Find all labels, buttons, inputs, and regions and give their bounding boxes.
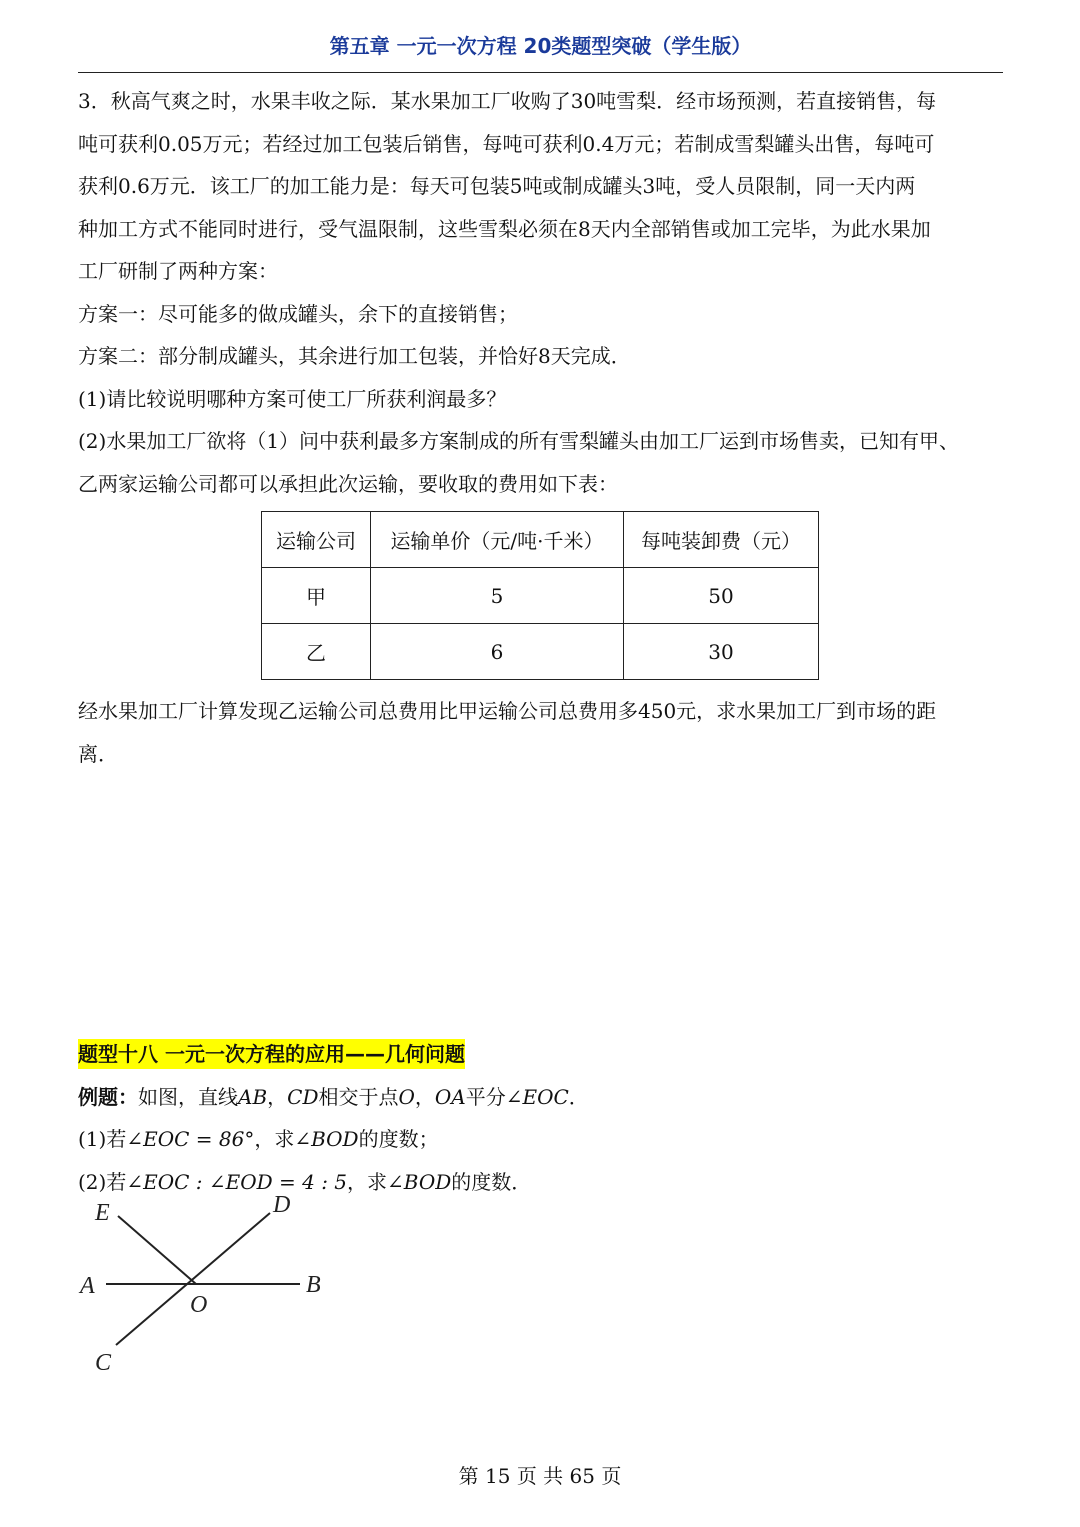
question-text: (1)若	[78, 1127, 127, 1151]
section-title: 题型十八 一元一次方程的应用——几何问题	[78, 1039, 465, 1069]
problem-line: 种加工方式不能同时进行，受气温限制，这些雪梨必须在8天内全部销售或加工完毕，为此水果加	[78, 216, 931, 241]
table-cell: 乙	[262, 624, 371, 680]
example-statement	[78, 1076, 1003, 1119]
problem-3	[78, 80, 1003, 775]
problem-line: 获利0.6万元．该工厂的加工能力是：每天可包装5吨或制成罐头3吨，受人员限制，同一天内两	[78, 174, 916, 198]
question-2-continued: 乙两家运输公司都可以承担此次运输，要收取的费用如下表：	[78, 471, 618, 496]
geometry-figure	[78, 1188, 338, 1387]
example-label: 例题：	[78, 1084, 138, 1109]
point-label-c: C	[95, 1350, 112, 1376]
math-cd: CD	[287, 1084, 319, 1109]
math-ab: AB	[238, 1084, 268, 1109]
question-1: (1)请比较说明哪种方案可使工厂所获利润最多？	[78, 386, 507, 411]
ray-oe	[118, 1216, 196, 1284]
table-header-cell: 运输单价（元/吨·千米）	[371, 512, 624, 568]
table-row	[262, 568, 819, 624]
math-target: ∠BOD	[387, 1169, 452, 1194]
table-cell: 50	[624, 568, 819, 624]
question-text: 的度数；	[358, 1127, 439, 1151]
math-o: O	[398, 1084, 415, 1109]
math-oa: OA	[434, 1084, 466, 1109]
math-angle-eoc: ∠EOC	[505, 1084, 569, 1109]
point-label-b: B	[306, 1272, 321, 1298]
intersecting-lines-diagram	[78, 1188, 338, 1383]
table-cell: 30	[624, 624, 819, 680]
page-content	[78, 80, 1003, 1203]
example-text: 如图，直线	[138, 1084, 238, 1109]
table-cell: 甲	[262, 568, 371, 624]
question-text: (2)若	[78, 1169, 127, 1194]
problem-line: 经水果加工厂计算发现乙运输公司总费用比甲运输公司总费用多450元，求水果加工厂到市场的距	[78, 699, 937, 723]
question-2: (2)水果加工厂欲将（1）问中获利最多方案制成的所有雪梨罐头由加工厂运到市场售卖，已知有甲、	[78, 429, 960, 453]
math-target: ∠BOD	[294, 1127, 359, 1151]
example-question-1	[78, 1118, 1003, 1161]
header-divider	[78, 72, 1003, 73]
example-text: ．	[568, 1084, 589, 1109]
plan-one: 方案一：尽可能多的做成罐头，余下的直接销售；	[78, 301, 518, 326]
example-text: ，	[414, 1084, 435, 1109]
table-cell: 5	[371, 568, 624, 624]
example-text: ，	[267, 1084, 288, 1109]
math-condition: ∠EOC = 86°	[126, 1127, 255, 1151]
table-header-row	[262, 512, 819, 568]
table-row	[262, 624, 819, 680]
question-text: ，求	[347, 1169, 388, 1194]
point-label-e: E	[95, 1200, 110, 1226]
line-cd	[116, 1213, 270, 1345]
example-text: 平分	[465, 1084, 506, 1109]
page-header-title: 第五章 一元一次方程 20类题型突破（学生版）	[329, 34, 752, 58]
point-label-a: A	[80, 1273, 95, 1299]
section-18	[78, 1033, 1003, 1203]
plan-two: 方案二：部分制成罐头，其余进行加工包装，并恰好8天完成．	[78, 344, 631, 368]
question-text: ，求	[254, 1127, 295, 1151]
table-cell: 6	[371, 624, 624, 680]
example-text: 相交于点	[318, 1084, 399, 1109]
problem-line: 工厂研制了两种方案：	[78, 259, 278, 283]
table-header-cell: 每吨装卸费（元）	[624, 512, 819, 568]
math-condition: ∠EOC : ∠EOD = 4 : 5	[126, 1169, 348, 1194]
problem-line: 离．	[78, 741, 118, 766]
table-header-cell: 运输公司	[262, 512, 371, 568]
question-text: 的度数．	[451, 1169, 532, 1194]
problem-line: 吨可获利0.05万元；若经过加工包装后销售，每吨可获利0.4万元；若制成雪梨罐头出售，每吨可	[78, 131, 935, 156]
freight-cost-table	[261, 511, 819, 680]
page-number: 第 15 页 共 65 页	[458, 1464, 622, 1488]
point-label-o: O	[190, 1292, 208, 1318]
problem-line: 3．秋高气爽之时，水果丰收之际．某水果加工厂收购了30吨雪梨．经市场预测，若直接销售，每	[78, 89, 937, 113]
point-label-d: D	[273, 1192, 291, 1218]
